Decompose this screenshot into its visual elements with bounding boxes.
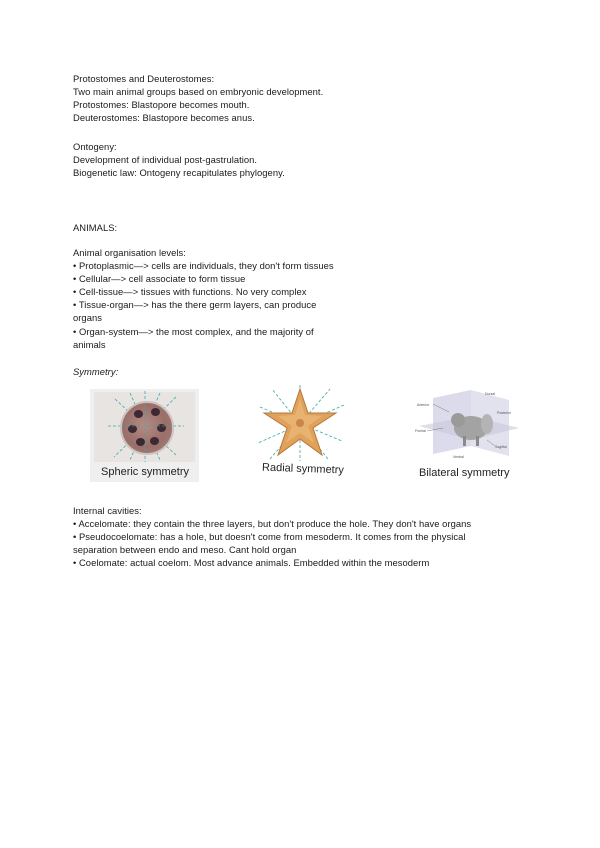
text-line: Development of individual post-gastrulation. [73,154,258,166]
bilateral-planes-diagram [413,386,525,470]
list-item: • Tissue-organ—> has the there germ layers, can produce [73,299,317,311]
bilateral-symmetry-image [413,386,525,486]
section-heading: Symmetry: [73,366,119,377]
section-heading: Ontogeny: [73,141,117,152]
symmetry-axes-overlay [90,389,199,464]
list-item: • Protoplasmic—> cells are individuals, they don't form tissues [73,260,334,272]
list-item-continuation: organs [73,312,102,324]
section-animals [73,221,533,234]
section-symmetry [73,365,533,378]
section-internal-cavities [73,504,543,569]
section-organisation-levels [73,246,533,351]
starfish-icon [248,383,354,463]
list-item-continuation: animals [73,338,106,350]
list-item: • Cellular—> cell associate to form tissue [73,273,246,285]
list-item: • Organ-system—> the most complex, and the majority of [73,325,314,337]
section-heading: Protostomes and Deuterostomes: [73,73,215,84]
text-line: Two main animal groups based on embryonic development. [73,86,324,98]
list-item-continuation: separation between endo and meso. Cant hold organ [73,544,297,556]
bilateral-symmetry-caption: Bilateral symmetry [419,467,510,479]
text-line: Biogenetic law: Ontogeny recapitulates phylogeny. [73,167,285,179]
list-item: • Coelomate: actual coelom. Most advance animals. Embedded within the mesoderm [73,557,430,569]
section-ontogeny [73,140,533,179]
list-item: • Accelomate: they contain the three layers, but don't produce the hole. They don't have organs [73,518,472,530]
radial-symmetry-image [248,383,354,480]
svg-text:Frontal: Frontal [415,429,426,433]
section-heading: ANIMALS: [73,222,118,233]
list-item: • Pseudocoelomate: has a hole, but doesn't come from mesoderm. It comes from the physical [73,531,466,543]
radial-symmetry-caption: Radial symmetry [261,461,345,477]
svg-text:Ventral: Ventral [453,455,464,459]
svg-text:Dorsal: Dorsal [485,392,496,396]
svg-text:Anterior: Anterior [417,403,430,407]
section-heading: Animal organisation levels: [73,247,186,258]
spheric-symmetry-image [90,389,199,482]
section-heading: Internal cavities: [73,505,142,516]
svg-text:Sagittal: Sagittal [495,445,507,449]
text-line: Deuterostomes: Blastopore becomes anus. [73,112,255,124]
list-item: • Cell-tissue—> tissues with functions. No very complex [73,286,307,298]
text-line: Protostomes: Blastopore becomes mouth. [73,99,250,111]
section-protostomes [73,72,533,124]
svg-text:Posterior: Posterior [497,411,512,415]
spheric-symmetry-caption: Spheric symmetry [101,466,190,478]
